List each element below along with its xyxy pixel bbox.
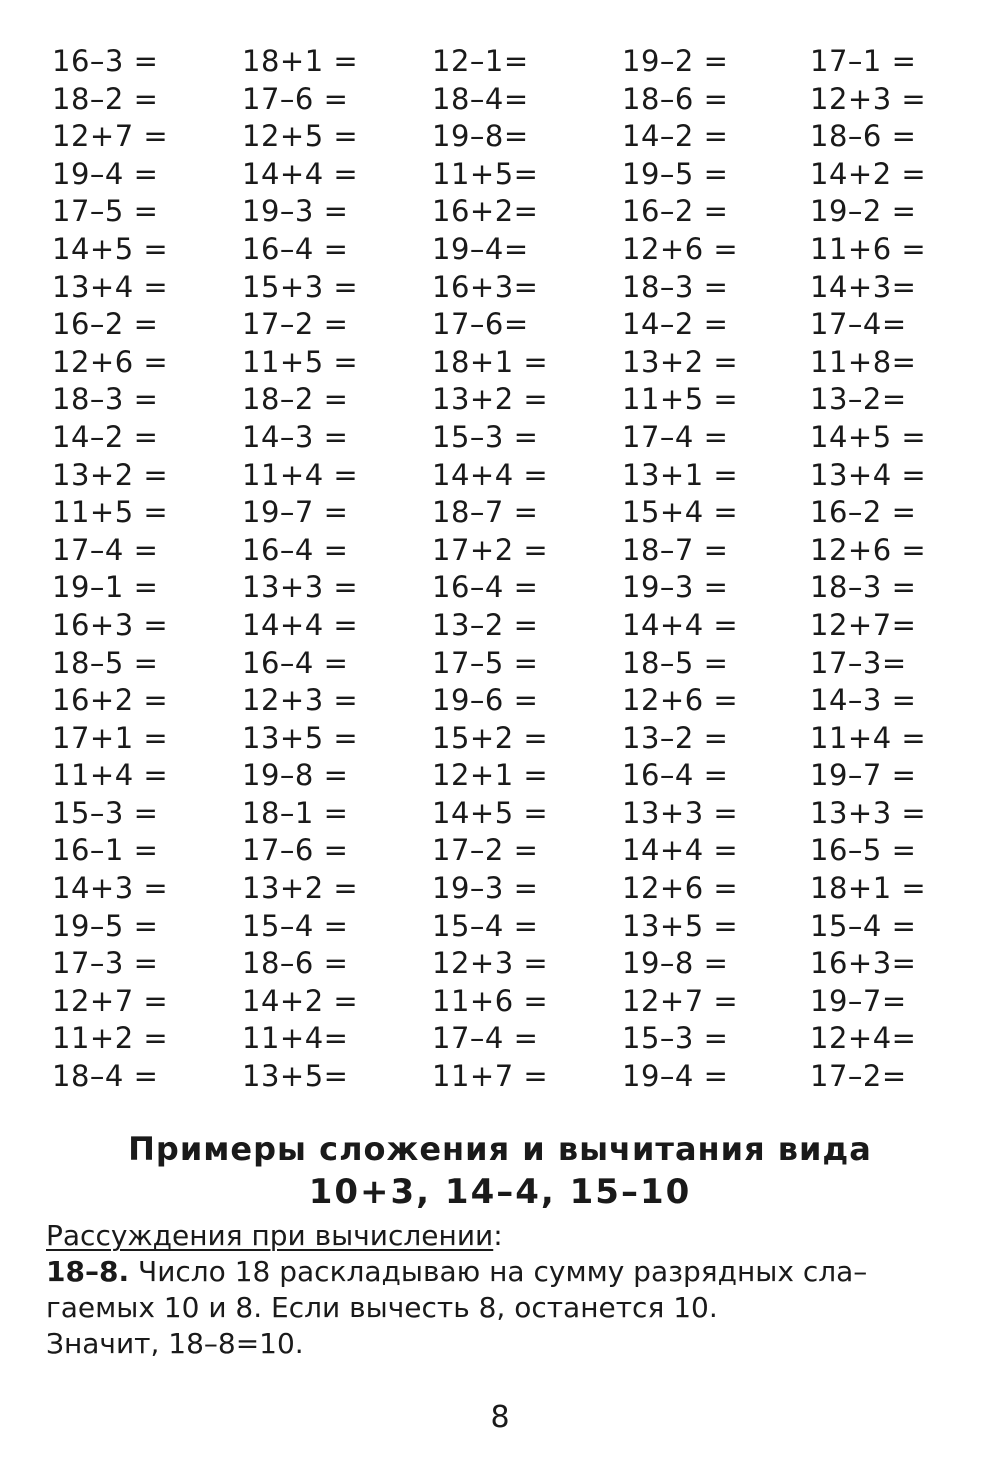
example-item: 13–2 =	[432, 607, 539, 642]
example-item: 15–4 =	[432, 908, 539, 943]
example-item: 17–2 =	[432, 833, 539, 868]
example-item: 14+4 =	[242, 156, 359, 191]
example-item: 16–2 =	[810, 495, 917, 530]
example-item: 18–3 =	[52, 382, 159, 417]
example-item: 17+2 =	[432, 532, 549, 567]
example-item: 18–7 =	[622, 532, 729, 567]
example-item: 12+4=	[810, 1021, 917, 1056]
example-item: 11+5 =	[622, 382, 739, 417]
example-item: 16–5 =	[810, 833, 917, 868]
example-item: 13+1 =	[622, 457, 739, 492]
example-item: 11+4 =	[52, 758, 169, 793]
example-item: 18–2 =	[52, 81, 159, 116]
example-item: 13+5 =	[242, 720, 359, 755]
reasoning-heading-colon: :	[493, 1219, 503, 1252]
example-item: 17–6=	[432, 307, 529, 342]
example-item: 17–1 =	[810, 44, 917, 78]
example-item: 13+3 =	[810, 795, 927, 830]
example-item: 15+4 =	[622, 495, 739, 530]
example-item: 14+4 =	[432, 457, 549, 492]
example-item: 13+5=	[242, 1059, 349, 1094]
example-item: 13+4 =	[810, 457, 927, 492]
example-item: 17–2 =	[242, 307, 349, 342]
example-item: 18–3 =	[622, 269, 729, 304]
example-item: 12+6 =	[622, 231, 739, 266]
examples-column	[52, 43, 242, 1103]
example-item: 14+3=	[810, 269, 917, 304]
example-item: 12+7 =	[52, 983, 169, 1018]
example-item: 11+5 =	[52, 495, 169, 530]
example-item: 18–3 =	[810, 570, 917, 605]
example-item: 19–5 =	[52, 908, 159, 943]
example-item: 17–6 =	[242, 81, 349, 116]
example-item: 18–2 =	[242, 382, 349, 417]
example-item: 19–8=	[432, 119, 529, 154]
example-item: 15–4 =	[242, 908, 349, 943]
example-item: 13+4 =	[52, 269, 169, 304]
example-item: 19–8 =	[242, 758, 349, 793]
example-item: 19–4 =	[52, 156, 159, 191]
example-item: 19–7 =	[810, 758, 917, 793]
example-item: 17–4 =	[622, 419, 729, 454]
example-item: 19–2 =	[622, 44, 729, 78]
example-item: 17–5 =	[52, 194, 159, 229]
section-title: Примеры сложения и вычитания вида	[128, 1130, 872, 1168]
example-item: 13+2 =	[432, 382, 549, 417]
examples-column	[622, 43, 810, 1103]
examples-column	[242, 43, 432, 1103]
example-item: 12+1 =	[432, 758, 549, 793]
reasoning-heading-line	[46, 1218, 956, 1254]
example-item: 12+6 =	[622, 871, 739, 906]
example-item: 12+7 =	[622, 983, 739, 1018]
example-item: 14–3 =	[242, 419, 349, 454]
example-item: 14+2 =	[242, 983, 359, 1018]
example-item: 14–2 =	[52, 419, 159, 454]
example-item: 15+3 =	[242, 269, 359, 304]
example-item: 16–4 =	[432, 570, 539, 605]
page-number: 8	[490, 1400, 510, 1435]
example-item: 19–4=	[432, 231, 529, 266]
example-item: 16+2=	[432, 194, 539, 229]
example-item: 11+4=	[242, 1021, 349, 1056]
example-item: 16–3 =	[52, 44, 159, 78]
example-item: 11+6 =	[432, 983, 549, 1018]
example-item: 12+6 =	[52, 344, 169, 379]
example-item: 17+1 =	[52, 720, 169, 755]
example-item: 13+3 =	[622, 795, 739, 830]
example-item: 12+6 =	[810, 532, 927, 567]
example-item: 14–2 =	[622, 307, 729, 342]
example-item: 14–2 =	[622, 119, 729, 154]
examples-grid	[52, 43, 952, 1103]
example-item: 17–6 =	[242, 833, 349, 868]
example-item: 12+3 =	[242, 683, 359, 718]
example-item: 17–4=	[810, 307, 907, 342]
reasoning-heading: Рассуждения при вычислении	[46, 1219, 494, 1252]
example-item: 16+3=	[432, 269, 539, 304]
example-item: 14+3 =	[52, 871, 169, 906]
example-item: 16–4 =	[242, 231, 349, 266]
reasoning-example-label: 18–8.	[46, 1255, 130, 1288]
example-item: 19–1 =	[52, 570, 159, 605]
example-item: 19–3 =	[622, 570, 729, 605]
example-item: 14+2 =	[810, 156, 927, 191]
example-item: 18–4=	[432, 81, 529, 116]
example-item: 18–5 =	[622, 645, 729, 680]
reasoning-line-1-text: Число 18 раскладываю на сумму разрядных сла–	[129, 1255, 868, 1288]
example-item: 14+4 =	[622, 607, 739, 642]
example-item: 14–3 =	[810, 683, 917, 718]
example-item: 18+1 =	[432, 344, 549, 379]
example-item: 18–6 =	[242, 946, 349, 981]
example-item: 12+6 =	[622, 683, 739, 718]
example-item: 15–4 =	[810, 908, 917, 943]
example-item: 14+5 =	[810, 419, 927, 454]
example-item: 12+7=	[810, 607, 917, 642]
example-item: 11+8=	[810, 344, 917, 379]
example-item: 19–5 =	[622, 156, 729, 191]
example-item: 18–7 =	[432, 495, 539, 530]
example-item: 11+4 =	[242, 457, 359, 492]
example-item: 18–6 =	[622, 81, 729, 116]
example-item: 14+5 =	[52, 231, 169, 266]
example-item: 19–8 =	[622, 946, 729, 981]
example-item: 12+3 =	[810, 81, 927, 116]
example-item: 15–3 =	[432, 419, 539, 454]
example-item: 15–3 =	[52, 795, 159, 830]
reasoning-block	[46, 1218, 956, 1362]
example-item: 19–2 =	[810, 194, 917, 229]
example-item: 13–2 =	[622, 720, 729, 755]
example-item: 12–1=	[432, 44, 529, 78]
example-item: 15–3 =	[622, 1021, 729, 1056]
example-item: 11+6 =	[810, 231, 927, 266]
example-item: 11+5=	[432, 156, 539, 191]
example-item: 16–4 =	[622, 758, 729, 793]
example-item: 12+7 =	[52, 119, 169, 154]
example-item: 17–3=	[810, 645, 907, 680]
example-item: 19–7 =	[242, 495, 349, 530]
example-item: 16–2 =	[622, 194, 729, 229]
example-item: 19–3 =	[432, 871, 539, 906]
example-item: 17–2=	[810, 1059, 907, 1094]
example-item: 13–2=	[810, 382, 907, 417]
example-item: 11+4 =	[810, 720, 927, 755]
example-item: 13+2 =	[52, 457, 169, 492]
example-item: 18+1 =	[810, 871, 927, 906]
example-item: 18–4 =	[52, 1059, 159, 1094]
example-item: 18–1 =	[242, 795, 349, 830]
example-item: 18–5 =	[52, 645, 159, 680]
reasoning-line-3: Значит, 18–8=10.	[46, 1327, 304, 1360]
example-item: 13+5 =	[622, 908, 739, 943]
example-item: 19–7=	[810, 983, 907, 1018]
example-item: 14+4 =	[622, 833, 739, 868]
example-item: 18+1 =	[242, 44, 359, 78]
example-item: 17–5 =	[432, 645, 539, 680]
example-item: 18–6 =	[810, 119, 917, 154]
example-item: 12+3 =	[432, 946, 549, 981]
example-item: 16–2 =	[52, 307, 159, 342]
examples-column	[432, 43, 622, 1103]
reasoning-line-1	[46, 1254, 956, 1290]
reasoning-line-2: гаемых 10 и 8. Если вычесть 8, останется 10.	[46, 1291, 718, 1324]
example-item: 19–3 =	[242, 194, 349, 229]
example-item: 16+3 =	[52, 607, 169, 642]
example-item: 14+5 =	[432, 795, 549, 830]
example-item: 15+2 =	[432, 720, 549, 755]
example-item: 17–4 =	[432, 1021, 539, 1056]
example-item: 13+3 =	[242, 570, 359, 605]
example-item: 17–4 =	[52, 532, 159, 567]
example-item: 12+5 =	[242, 119, 359, 154]
example-item: 16–1 =	[52, 833, 159, 868]
example-item: 16+3=	[810, 946, 917, 981]
example-item: 16+2 =	[52, 683, 169, 718]
example-item: 19–4 =	[622, 1059, 729, 1094]
example-item: 13+2 =	[242, 871, 359, 906]
example-item: 16–4 =	[242, 532, 349, 567]
section-title-examples: 10+3, 14–4, 15–10	[308, 1172, 692, 1212]
example-item: 16–4 =	[242, 645, 349, 680]
example-item: 11+2 =	[52, 1021, 169, 1056]
example-item: 17–3 =	[52, 946, 159, 981]
examples-column	[810, 43, 952, 1103]
example-item: 11+5 =	[242, 344, 359, 379]
example-item: 11+7 =	[432, 1059, 549, 1094]
example-item: 13+2 =	[622, 344, 739, 379]
example-item: 19–6 =	[432, 683, 539, 718]
example-item: 14+4 =	[242, 607, 359, 642]
